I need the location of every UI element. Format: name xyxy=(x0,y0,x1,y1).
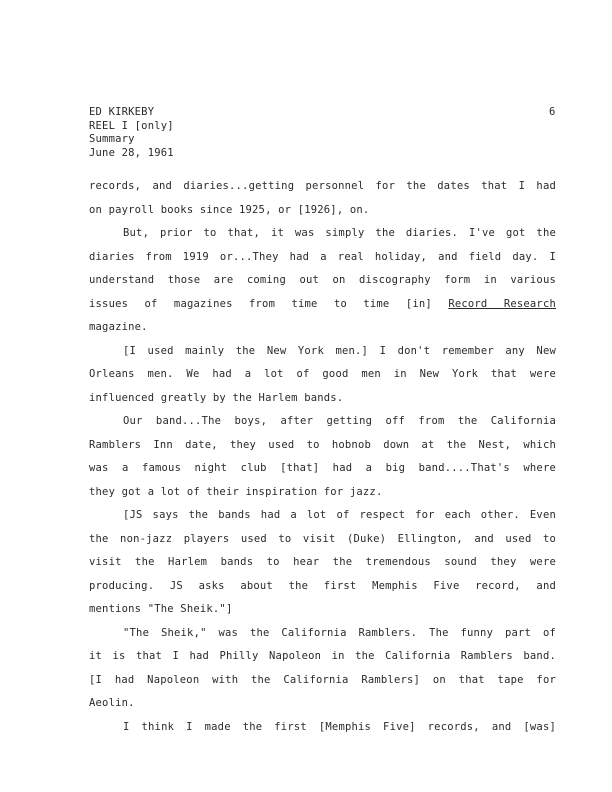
text-line: [I had Napoleon with the California Ramblers] on that tape for xyxy=(89,673,556,686)
text-line: diaries from 1919 or...They had a real holiday, and field day. I xyxy=(89,250,556,263)
text-line: [I used mainly the New York men.] I don't remember any New xyxy=(123,344,556,357)
text-line: [JS says the bands had a lot of respect for each other. Even xyxy=(123,509,556,521)
text-line xyxy=(89,294,556,318)
text-line: was a famous night club [that] had a big band....That's where xyxy=(89,462,556,474)
text-line: on payroll books since 1925, or [1926], on. xyxy=(89,203,370,216)
text-line: producing. JS asks about the first Memphis Five record, and xyxy=(89,579,556,592)
text-line: influenced greatly by the Harlem bands. xyxy=(89,391,344,404)
text-line: Orleans men. We had a lot of good men in New York that were xyxy=(89,368,556,380)
interviewee-name: ED KIRKEBY xyxy=(89,106,155,118)
reel-label: REEL I [only] xyxy=(89,119,174,132)
text-line: Aeolin. xyxy=(89,697,135,709)
document-header xyxy=(89,106,174,160)
text-line: magazine. xyxy=(89,321,148,333)
text-line: understand those are coming out on discography form in various xyxy=(89,274,556,286)
text-line: the non-jazz players used to visit (Duke) Ellington, and used to xyxy=(89,532,556,545)
text-segment: issues of magazines from time to time [in] xyxy=(89,297,432,310)
text-line: "The Sheik," was the California Ramblers. The funny part of xyxy=(123,626,556,639)
text-line: they got a lot of their inspiration for jazz. xyxy=(89,485,383,498)
text-line: records, and diaries...getting personnel for the dates that I had xyxy=(89,180,556,192)
publication-title: Record Research xyxy=(448,297,556,310)
text-line: Ramblers Inn date, they used to hobnob down at the Nest, which xyxy=(89,438,556,451)
text-line: it is that I had Philly Napoleon in the California Ramblers band. xyxy=(89,650,556,662)
text-line: But, prior to that, it was simply the diaries. I've got the xyxy=(123,227,556,239)
text-line: visit the Harlem bands to hear the tremendous sound they were xyxy=(89,556,556,568)
text-line: I think I made the first [Memphis Five] records, and [was] xyxy=(123,720,556,733)
page-number: 6 xyxy=(549,106,556,118)
document-type: Summary xyxy=(89,133,135,145)
text-line: mentions "The Sheik."] xyxy=(89,603,233,615)
transcript-body xyxy=(89,176,556,740)
interview-date: June 28, 1961 xyxy=(89,146,174,159)
text-line: Our band...The boys, after getting off from the California xyxy=(123,415,556,427)
